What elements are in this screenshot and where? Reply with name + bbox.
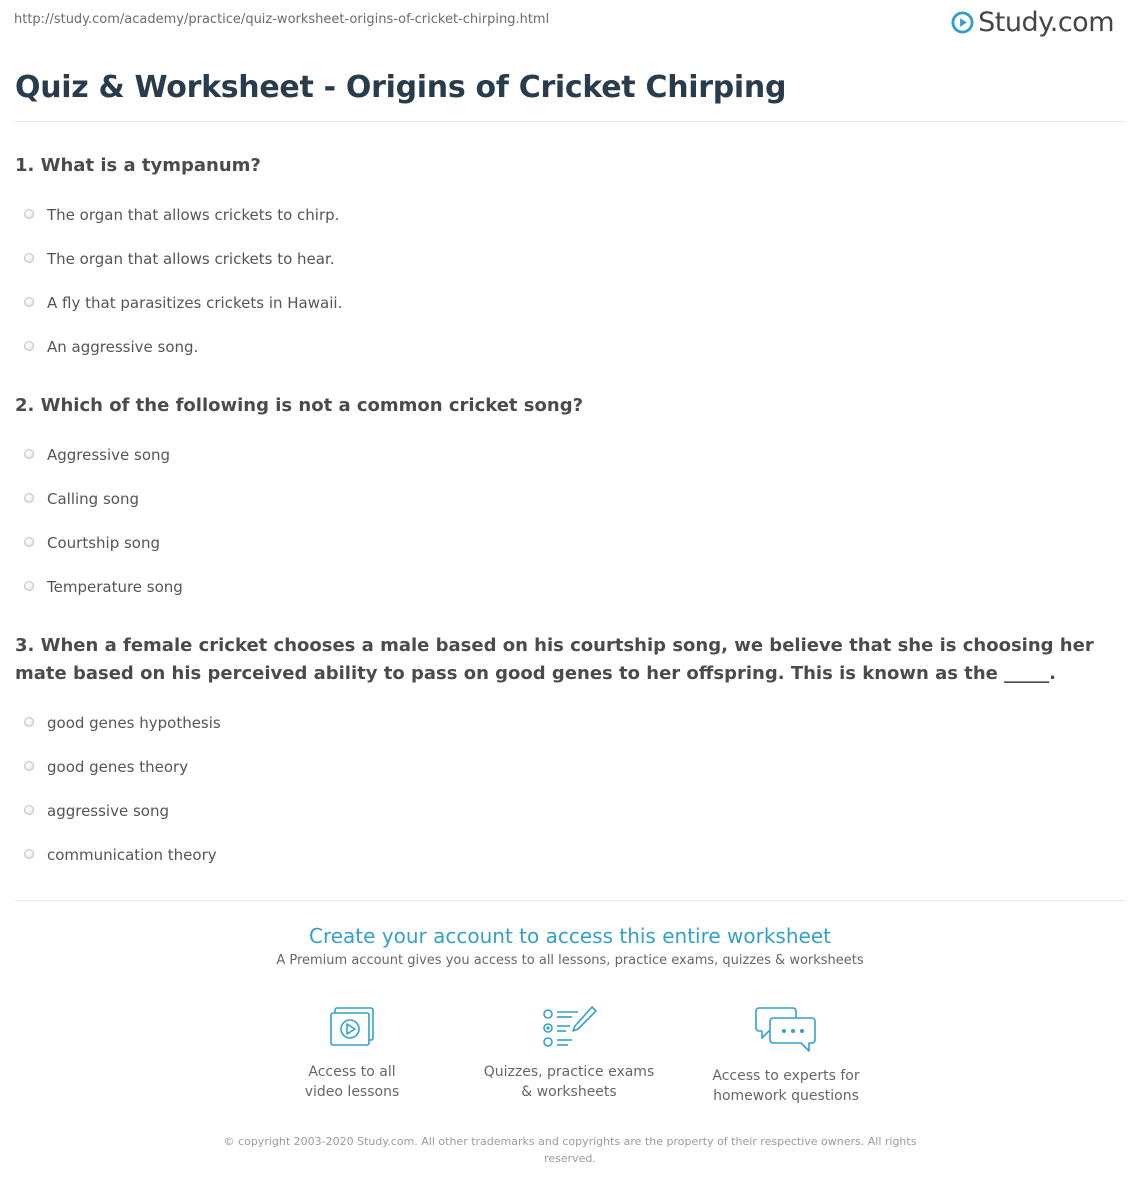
answer-label: communication theory <box>47 846 217 864</box>
answer-option[interactable] <box>15 282 1115 326</box>
answer-label: The organ that allows crickets to hear. <box>47 250 335 268</box>
answer-option[interactable] <box>15 702 1115 746</box>
radio-button-icon[interactable] <box>24 805 34 815</box>
feature-label: homework questions <box>713 1088 859 1104</box>
page-title: Quiz & Worksheet - Origins of Cricket Chirping <box>15 70 787 105</box>
question-3 <box>15 632 1115 878</box>
answer-label: Temperature song <box>47 578 183 596</box>
signup-cta <box>0 922 1140 968</box>
answer-label: good genes hypothesis <box>47 714 221 732</box>
quiz-checklist-icon <box>540 1004 598 1050</box>
feature-quizzes <box>479 1004 659 1102</box>
copyright-text: © copyright 2003-2020 Study.com. All other trademarks and copyrights are the property of their respective owners. All rights reserved. <box>223 1135 917 1165</box>
answer-label: good genes theory <box>47 758 189 776</box>
question-2 <box>15 392 1115 610</box>
answer-option[interactable] <box>15 326 1115 370</box>
answer-options <box>15 434 1115 610</box>
radio-button-icon[interactable] <box>24 341 34 351</box>
radio-button-icon[interactable] <box>24 537 34 547</box>
chat-bubbles-icon <box>753 1004 819 1054</box>
answer-option[interactable] <box>15 478 1115 522</box>
answer-option[interactable] <box>15 834 1115 878</box>
cta-link[interactable]: Create your account to access this entire worksheet <box>309 924 831 948</box>
radio-button-icon[interactable] <box>24 761 34 771</box>
answer-label: The organ that allows crickets to chirp. <box>47 206 340 224</box>
feature-video-lessons <box>262 1004 442 1102</box>
answer-option[interactable] <box>15 522 1115 566</box>
answer-option[interactable] <box>15 790 1115 834</box>
page-url[interactable]: http://study.com/academy/practice/quiz-worksheet-origins-of-cricket-chirping.html <box>14 12 550 27</box>
radio-button-icon[interactable] <box>24 849 34 859</box>
answer-option[interactable] <box>15 194 1115 238</box>
radio-button-icon[interactable] <box>24 253 34 263</box>
radio-button-icon[interactable] <box>24 209 34 219</box>
divider <box>15 900 1125 901</box>
radio-button-icon[interactable] <box>24 449 34 459</box>
radio-button-icon[interactable] <box>24 493 34 503</box>
radio-button-icon[interactable] <box>24 581 34 591</box>
logo-text: Study.com <box>978 7 1114 38</box>
feature-label: Access to all <box>308 1064 396 1080</box>
feature-label: Quizzes, practice exams <box>483 1064 655 1080</box>
study-logo[interactable] <box>951 7 1114 38</box>
answer-label: aggressive song <box>47 802 169 820</box>
cta-subtitle: A Premium account gives you access to all lessons, practice exams, quizzes & worksheets <box>276 953 864 968</box>
answer-label: Courtship song <box>47 534 161 552</box>
divider <box>15 121 1125 122</box>
radio-button-icon[interactable] <box>24 717 34 727</box>
question-1 <box>15 152 1115 370</box>
answer-options <box>15 702 1115 878</box>
answer-label: Calling song <box>47 490 139 508</box>
feature-label: video lessons <box>304 1084 400 1100</box>
feature-label: & worksheets <box>521 1084 617 1100</box>
answer-option[interactable] <box>15 434 1115 478</box>
feature-label: Access to experts for <box>712 1068 860 1084</box>
question-text: 3. When a female cricket chooses a male based on his courtship song, we believe that she is choosing her mate based on his perceived ability to pass on good genes to her offspring. This is known as the _____. <box>15 635 1094 684</box>
feature-experts <box>696 1004 876 1106</box>
answer-option[interactable] <box>15 238 1115 282</box>
top-bar <box>0 0 1140 50</box>
radio-button-icon[interactable] <box>24 297 34 307</box>
answer-option[interactable] <box>15 746 1115 790</box>
play-circle-icon <box>951 11 974 34</box>
answer-option[interactable] <box>15 566 1115 610</box>
question-text: 1. What is a tympanum? <box>15 155 261 176</box>
answer-options <box>15 194 1115 370</box>
question-text: 2. Which of the following is not a common cricket song? <box>15 395 584 416</box>
video-lessons-icon <box>326 1004 378 1050</box>
answer-label: Aggressive song <box>47 446 171 464</box>
answer-label: An aggressive song. <box>47 338 199 356</box>
answer-label: A fly that parasitizes crickets in Hawaii. <box>47 294 343 312</box>
